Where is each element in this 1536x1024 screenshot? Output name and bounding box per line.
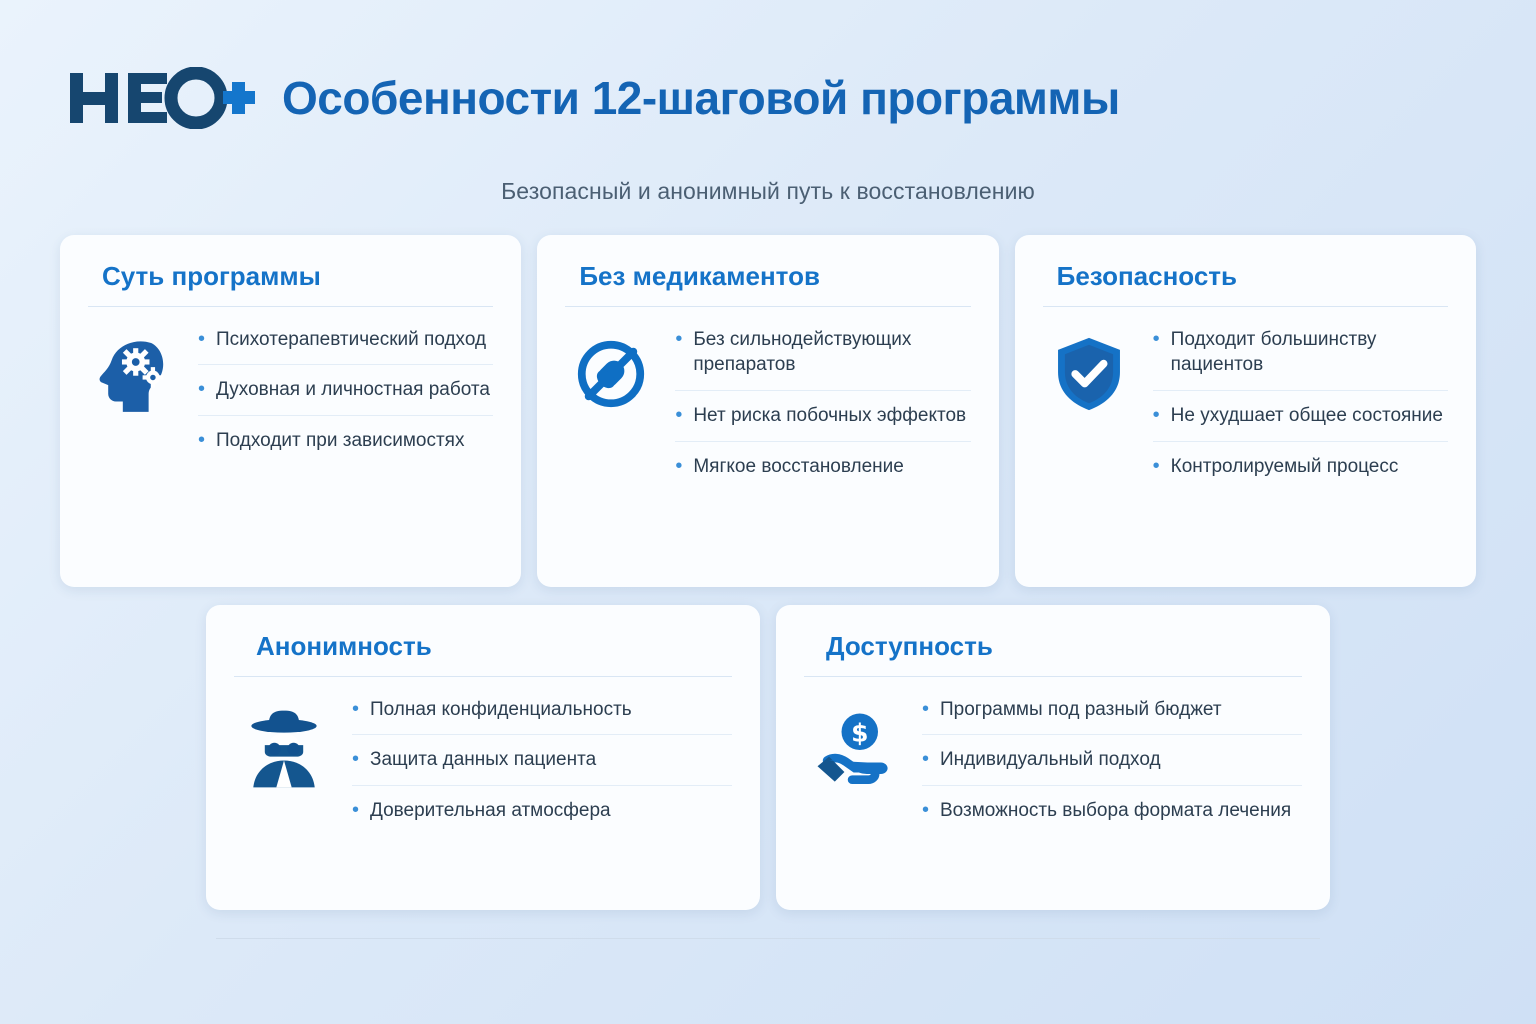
list-item: • Контролируемый процесс	[1153, 454, 1448, 480]
bullet-list	[352, 697, 732, 824]
bullet-list	[675, 327, 970, 480]
logo	[68, 67, 256, 129]
footer-divider	[216, 938, 1320, 939]
card-title: Доступность	[826, 630, 993, 661]
incognito-person-icon	[234, 697, 334, 811]
hand-coin-icon	[804, 697, 904, 811]
page-subtitle: Безопасный и анонимный путь к восстановлению	[501, 177, 1035, 204]
list-item: • Не ухудшает общее состояние	[1153, 403, 1448, 442]
divider	[88, 306, 493, 307]
divider	[1043, 306, 1448, 307]
bullet-list	[198, 327, 493, 454]
svg-text:$: $	[851, 717, 869, 747]
divider	[565, 306, 970, 307]
list-item: • Подходит при зависимостях	[198, 428, 493, 454]
list-item: • Возможность выбора формата лечения	[922, 798, 1302, 824]
card-bezopasnost	[1015, 235, 1476, 587]
card-title: Безопасность	[1056, 260, 1238, 291]
shield-check-icon	[1043, 327, 1135, 423]
bullet-list	[922, 697, 1302, 824]
card-dostupnost	[776, 605, 1330, 910]
card-anonimnost	[206, 605, 760, 910]
card-bez-medikamentov	[537, 235, 998, 587]
page-title: Особенности 12-шаговой программы	[282, 71, 1120, 124]
logo-mark-icon	[68, 67, 256, 129]
bullet-list	[1153, 327, 1448, 480]
list-item: • Мягкое восстановление	[675, 454, 970, 480]
list-item: • Программы под разный бюджет	[922, 697, 1302, 736]
list-item: • Нет риска побочных эффектов	[675, 403, 970, 442]
divider	[234, 676, 732, 677]
list-item: • Духовная и личностная работа	[198, 377, 493, 416]
card-row-bottom	[60, 605, 1476, 910]
card-title: Суть программы	[102, 260, 321, 291]
list-item: • Без сильнодействующих препаратов	[675, 327, 970, 391]
list-item: • Подходит большинству пациентов	[1153, 327, 1448, 391]
divider	[804, 676, 1302, 677]
header	[60, 40, 1476, 156]
head-gears-icon	[88, 327, 180, 423]
list-item: • Доверительная атмосфера	[352, 798, 732, 824]
card-title: Без медикаментов	[579, 260, 820, 291]
card-row-top	[60, 235, 1476, 587]
list-item: • Индивидуальный подход	[922, 747, 1302, 786]
list-item: • Полная конфиденциальность	[352, 697, 732, 736]
card-title: Анонимность	[256, 630, 432, 661]
list-item: • Психотерапевтический подход	[198, 327, 493, 366]
card-sut-programmy	[60, 235, 521, 587]
list-item: • Защита данных пациента	[352, 747, 732, 786]
no-pills-icon	[565, 327, 657, 423]
